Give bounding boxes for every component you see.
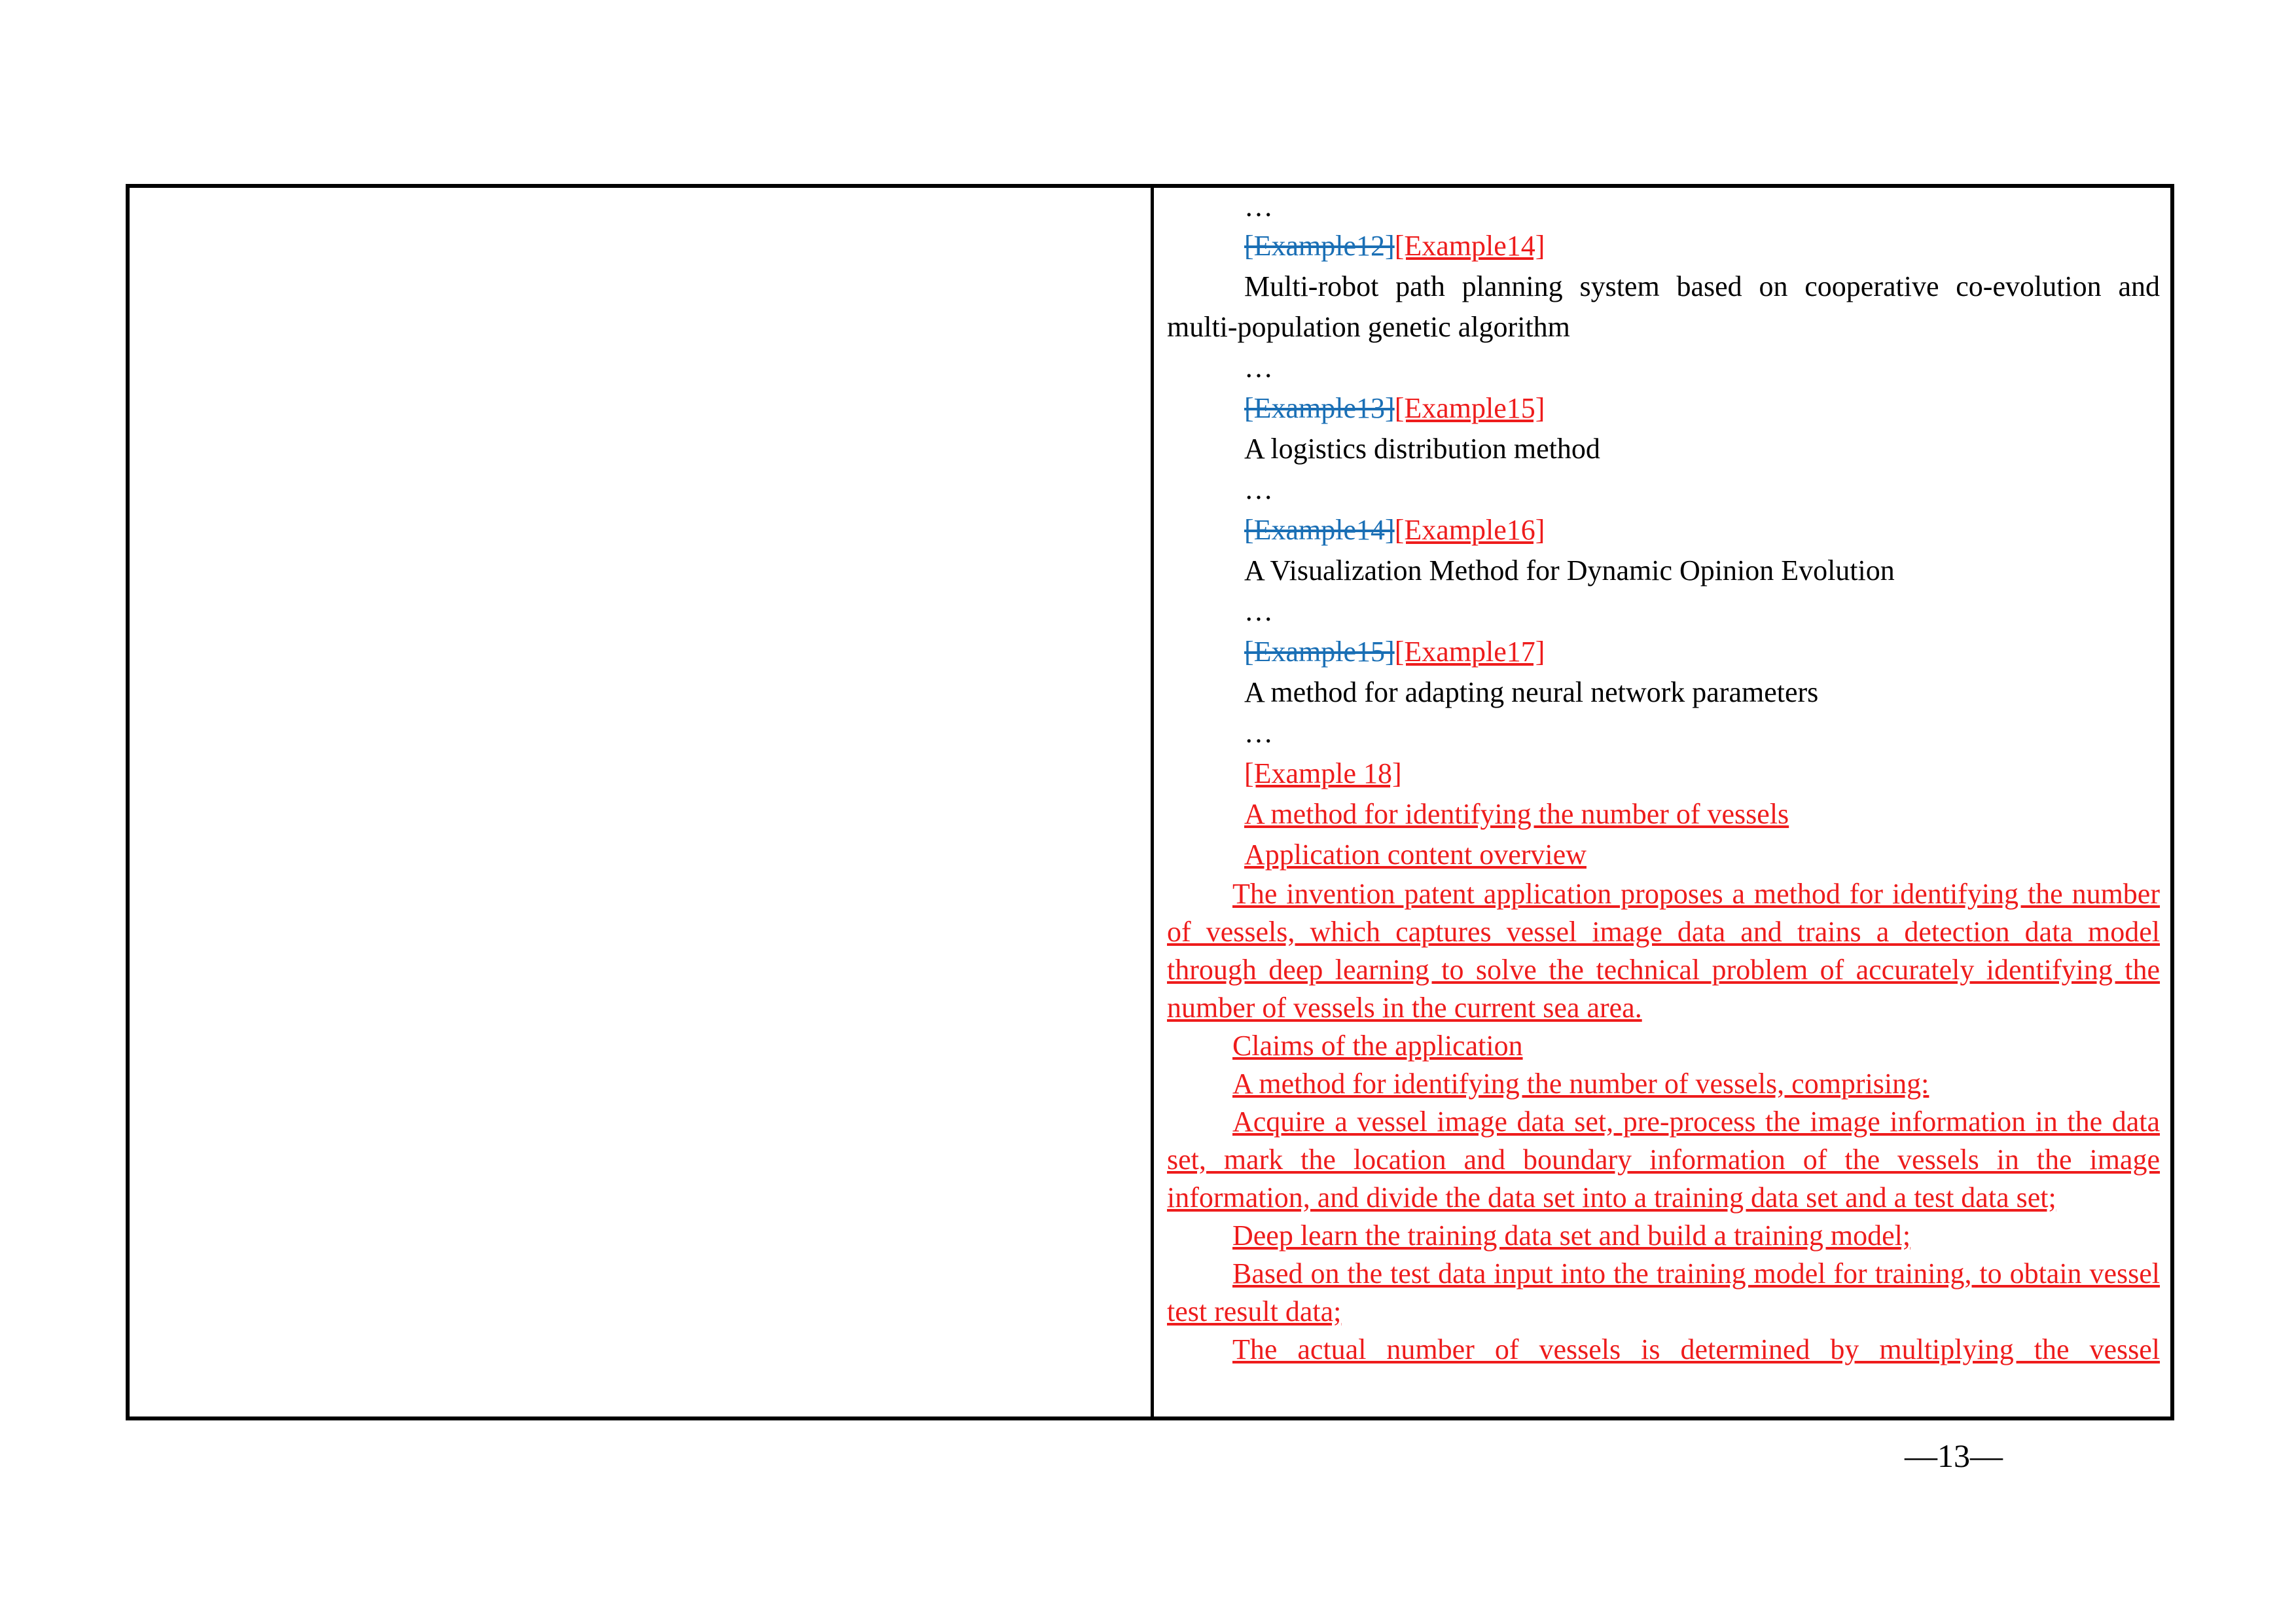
example-label <box>1167 510 2160 550</box>
ellipsis: … <box>1244 352 1273 384</box>
claims-intro: A method for identifying the number of vessels, comprising: <box>1232 1068 1929 1100</box>
ellipsis: … <box>1244 717 1273 749</box>
document-table <box>126 184 2174 1420</box>
inserted-label: [Example15] <box>1394 392 1545 424</box>
example-label <box>1167 632 2160 672</box>
example-title: A Visualization Method for Dynamic Opinion Evolution <box>1244 554 1895 586</box>
inserted-label: [Example14] <box>1394 230 1545 262</box>
claim-step: Acquire a vessel image data set, pre-process the image information in the data set, mark the location and boundary information of the vessels in the image information, and divide the data set into a training data set and a test data set; <box>1167 1106 2160 1214</box>
ellipsis: … <box>1244 595 1273 627</box>
claims-heading: Claims of the application <box>1232 1030 1523 1062</box>
deleted-label: [Example13] <box>1244 392 1395 424</box>
inserted-label: [Example17] <box>1394 636 1545 668</box>
claim-step: Deep learn the training data set and build a training model; <box>1232 1219 1911 1252</box>
overview-paragraph: The invention patent application proposes a method for identifying the number of vessels, which captures vessel image data and trains a detection data model through deep learning to solve the technical problem of accurately identifying the number of vessels in the current sea area. <box>1167 878 2160 1024</box>
claim-step: The actual number of vessels is determined by multiplying the vessel <box>1232 1333 2160 1365</box>
new-example-label: [Example 18] <box>1244 757 1402 789</box>
inserted-label: [Example16] <box>1394 514 1545 546</box>
example-title: A method for adapting neural network parameters <box>1244 676 1819 708</box>
right-column-cell <box>1154 188 2170 1416</box>
claim-step: Based on the test data input into the training model for training, to obtain vessel test result data; <box>1167 1257 2160 1327</box>
page-number: —13— <box>1905 1437 2003 1474</box>
deleted-label: [Example12] <box>1244 230 1395 262</box>
deleted-label: [Example15] <box>1244 636 1395 668</box>
example-label <box>1167 388 2160 429</box>
new-example-title: A method for identifying the number of vessels <box>1244 798 1789 830</box>
left-column-cell <box>130 188 1154 1416</box>
example-label <box>1167 226 2160 266</box>
ellipsis: … <box>1244 473 1273 505</box>
ellipsis: … <box>1244 190 1273 223</box>
example-title: A logistics distribution method <box>1244 433 1600 465</box>
deleted-label: [Example14] <box>1244 514 1395 546</box>
overview-heading: Application content overview <box>1244 839 1587 871</box>
example-title: Multi-robot path planning system based on cooperative co-evolution and multi-population genetic algorithm <box>1167 270 2160 343</box>
